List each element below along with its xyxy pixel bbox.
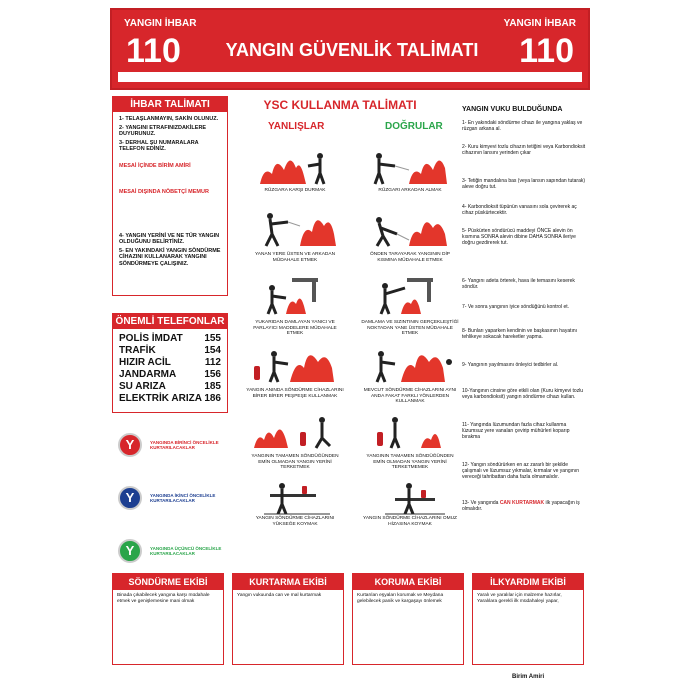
right-caption-1: RÜZGARI ARKADAN ALMAK bbox=[378, 188, 442, 193]
step13-suffix: ilk yapacağın iş olmalıdır. bbox=[462, 500, 580, 512]
ilkyardim-ekibi-text: Yaralı ve yaralılar için malzeme hazırlar, Yaralılara gerekli ilk müdahaleyi yapar, bbox=[477, 593, 562, 604]
ihbar-list bbox=[113, 112, 227, 159]
vuku-step: 2- Kuru kimyevi tozlu cihazın tetiğini veya Karbondioksit cihazının lansını yerinden çıkar bbox=[462, 144, 586, 156]
ihbar-item: 3- DERHAL ŞU NUMARALARA TELEFON EDİNİZ. bbox=[119, 139, 199, 152]
right-illustration-3 bbox=[365, 276, 455, 316]
phone-name: HIZIR ACİL bbox=[119, 357, 171, 368]
wrong-illustration-3 bbox=[250, 276, 340, 316]
priority-1-label: YANGINDA BİRİNCİ ÖNCELİKLE KURTARILACAKLAR bbox=[150, 440, 219, 450]
vuku-step: 4- Karbondioksit tüpünün vanasını sola çevirerek aç cihaz püskürtecektir. bbox=[462, 204, 577, 216]
wrong-header: YANLIŞLAR bbox=[268, 121, 325, 132]
header-white-strip bbox=[118, 72, 582, 82]
wrong-caption-2: YANAN YERE ÜSTEN VE ARKADAN MÜDAHALE ETMEK bbox=[254, 252, 336, 263]
onemli-telefonlar-box bbox=[112, 313, 228, 413]
priority-2-label: YANGINDA İKİNCİ ÖNCELİKLE KURTARILACAKLAR bbox=[150, 493, 216, 503]
wrong-caption-4: YANGIN ANINDA SÖNDÜRME CİHAZLARINI BİRER BİRER PEŞPEŞE KULLANMAK bbox=[246, 388, 344, 399]
priority-3-label: YANGINDA ÜÇÜNCÜ ÖNCELİKLE KURTARILACAKLAR bbox=[150, 546, 222, 556]
mesai-ici-label: MESAİ İÇİNDE BİRİM AMİRİ bbox=[119, 162, 191, 169]
wrong-illustration-6 bbox=[250, 476, 340, 516]
wrong-caption-6: YANGIN SÖNDÜRME CİHAZLARINI YÜKSEĞE KOYMAK bbox=[255, 516, 335, 527]
ihbar-item: 5- EN YAKINDAKİ YANGIN SÖNDÜRME CİHAZINI KULLANARAK YANGINI SÖNDÜRMEYE ÇALIŞINIZ. bbox=[119, 247, 221, 267]
header-left-number: 110 bbox=[126, 32, 181, 70]
vuku-step: 9- Yangının yayılmasını önleyici tedbirler al. bbox=[462, 362, 559, 368]
poster-title: YANGIN GÜVENLİK TALİMATI bbox=[225, 40, 479, 60]
right-illustration-6 bbox=[365, 476, 455, 516]
vuku-step: 10-Yangının cinsine göre etkili olan (Kuru kimyevi tozlu veya karbondioksit) yangın söndürme cihazı kullan. bbox=[462, 388, 584, 400]
kurtarma-ekibi-title: KURTARMA EKİBİ bbox=[233, 574, 343, 590]
ilkyardim-ekibi-box bbox=[472, 573, 584, 665]
vuku-step: 6- Yangını adeta örterek, hava ile temasını keserek söndür. bbox=[462, 278, 575, 290]
ilkyardim-ekibi-title: İLKYARDIM EKİBİ bbox=[473, 574, 583, 590]
wrong-illustration-1 bbox=[250, 146, 340, 186]
step13-highlight: CAN KURTARMAK bbox=[499, 500, 545, 506]
vuku-title: YANGIN VUKU BULDUĞUNDA bbox=[462, 106, 563, 113]
phone-number: 112 bbox=[204, 357, 221, 368]
phone-number: 154 bbox=[204, 345, 221, 356]
telefonlar-title: ÖNEMLİ TELEFONLAR bbox=[113, 314, 227, 329]
phone-number: 185 bbox=[204, 381, 221, 392]
wrong-caption-3: YUKARIDAN DAMLAYAN YANICI VE PARLAYICI MADDELERE MÜDAHALE ETMEK bbox=[253, 320, 337, 336]
koruma-ekibi-text: Kurtarılan eşyaları korumak ve Meydana gelebilecek panik ve kargaşayı önlemek bbox=[357, 593, 444, 604]
ihbar-list-2 bbox=[113, 229, 227, 274]
priority-2-circle: Y bbox=[118, 486, 142, 510]
wrong-illustration-4 bbox=[250, 344, 340, 384]
phone-number: 186 bbox=[204, 393, 221, 404]
kurtarma-ekibi-text: Yangın vukuunda can ve mal kurtarmak bbox=[237, 593, 322, 598]
wrong-caption-5: YANGININ TAMAMEN SÖNDÜĞÜNDEN EMİN OLMADAN YANGIN YERİNİ TERKETMEK bbox=[251, 454, 339, 470]
ihbar-item: 4- YANGIN YERİNİ VE NE TÜR YANGIN OLDUĞUNU BELİRTİNİZ. bbox=[119, 232, 220, 245]
phone-name: ELEKTRİK ARIZA bbox=[119, 393, 202, 404]
ihbar-talimati-box bbox=[112, 96, 228, 296]
phone-name: TRAFİK bbox=[119, 345, 156, 356]
ihbar-item: 2- YANGINI ETRAFINIZDAKİLERE DUYURUNUZ. bbox=[119, 124, 207, 137]
ihbar-title: İHBAR TALİMATI bbox=[113, 97, 227, 112]
vuku-step-13 bbox=[462, 500, 588, 512]
poster-header bbox=[110, 8, 590, 90]
koruma-ekibi-box bbox=[352, 573, 464, 665]
priority-3-circle: Y bbox=[118, 539, 142, 563]
priority-1-circle: Y bbox=[118, 433, 142, 457]
sondurme-ekibi-box bbox=[112, 573, 224, 665]
phone-name: POLİS İMDAT bbox=[119, 333, 183, 344]
right-caption-2: ÖNDEN TARAYARAK YANGININ DİP KISMINA MÜDAHALE ETMEK bbox=[370, 252, 450, 263]
ihbar-item: 1- TELAŞLANMAYIN, SAKİN OLUNUZ. bbox=[119, 116, 219, 122]
ysc-title: YSC KULLANMA TALİMATI bbox=[263, 98, 417, 112]
vuku-step: 3- Tetiğin mandalına bas (veya lansın sapından tutarak) aleve doğru tut. bbox=[462, 178, 586, 190]
right-caption-6: YANGIN SÖNDÜRME CİHAZLARINI OMUZ HİZASINA KOYMAK bbox=[363, 516, 457, 527]
mesai-disi-label: MESAİ DIŞINDA NÖBETÇİ MEMUR bbox=[119, 188, 209, 195]
header-right-number: 110 bbox=[519, 32, 574, 70]
sondurme-ekibi-title: SÖNDÜRME EKİBİ bbox=[113, 574, 223, 590]
vuku-step: 7- Ve sonra yangının iyice söndüğünü kontrol et. bbox=[462, 304, 570, 310]
wrong-caption-1: RÜZGARA KARŞI DURMAK bbox=[264, 188, 326, 193]
phone-row bbox=[113, 345, 227, 357]
right-caption-5: YANGININ TAMAMEN SÖNDÜĞÜNDEN EMİN OLMADAN YANGIN YERİNİ TERKETMEMEK bbox=[366, 454, 454, 470]
right-caption-4: MEVCUT SÖNDÜRME CİHAZLARINI AYNI ANDA FAKAT FARKLI YÖNLERDEN KULLANMAK bbox=[363, 388, 457, 404]
vuku-step: 1- En yakındaki söndürme cihazı ile yangına yaklaş ve rüzgarı arkana al. bbox=[462, 120, 583, 132]
vuku-step: 8- Bunları yaparken kendinin ve başkasının hayatını tehlikeye sokacak hareketler yapma. bbox=[462, 328, 578, 340]
right-illustration-2 bbox=[365, 208, 455, 248]
phone-number: 156 bbox=[204, 369, 221, 380]
vuku-step: 12- Yangın söndürürken en az zararlı bir şekilde çalışmalı ve lüzumsuz yıkmalar, kırmalar ve yangının vereceği tahribattan daha fazla olmamalıdır. bbox=[462, 462, 579, 480]
header-left-subtitle: YANGIN İHBAR bbox=[124, 18, 197, 29]
vuku-step: 11- Yangında lüzumundan fazla cihaz kullanma lüzumsuz yere vanaları çevirip mühürleri koparıp bırakma bbox=[462, 422, 570, 440]
right-header: DOĞRULAR bbox=[385, 121, 443, 132]
right-illustration-1 bbox=[365, 146, 455, 186]
phone-name: JANDARMA bbox=[119, 369, 177, 380]
fire-safety-poster bbox=[110, 8, 590, 692]
phone-name: SU ARIZA bbox=[119, 381, 166, 392]
vuku-step: 5- Püskürten söndürücü maddeyi ÖNCE alevin ön kısmına SONRA alevin dibine DAHA SONRA ileriye doğru gezdirerek tut. bbox=[462, 228, 576, 246]
phone-row bbox=[113, 333, 227, 345]
phone-row bbox=[113, 381, 227, 393]
right-caption-3: DAMLAMA VE SIZINTININ GERÇEKLEŞTİĞİ NOKTADAN YANE ÜSTEN MÜDAHALE ETMEK bbox=[361, 320, 459, 336]
header-right-subtitle: YANGIN İHBAR bbox=[503, 18, 576, 29]
phone-row bbox=[113, 369, 227, 381]
phone-row bbox=[113, 357, 227, 369]
phone-row bbox=[113, 393, 227, 405]
sondurme-ekibi-text: Binada çıkabilecek yangına karşı müdahale etmek ve genişlemesine mani olmak bbox=[117, 593, 210, 604]
wrong-illustration-5 bbox=[250, 410, 340, 450]
koruma-ekibi-title: KORUMA EKİBİ bbox=[353, 574, 463, 590]
step13-prefix: 13- Ve yangında bbox=[462, 500, 500, 506]
right-illustration-4 bbox=[365, 344, 455, 384]
birim-amiri-label: Birim Amiri bbox=[512, 674, 545, 680]
phone-number: 155 bbox=[204, 333, 221, 344]
kurtarma-ekibi-box bbox=[232, 573, 344, 665]
wrong-illustration-2 bbox=[250, 208, 340, 248]
right-illustration-5 bbox=[365, 410, 455, 450]
